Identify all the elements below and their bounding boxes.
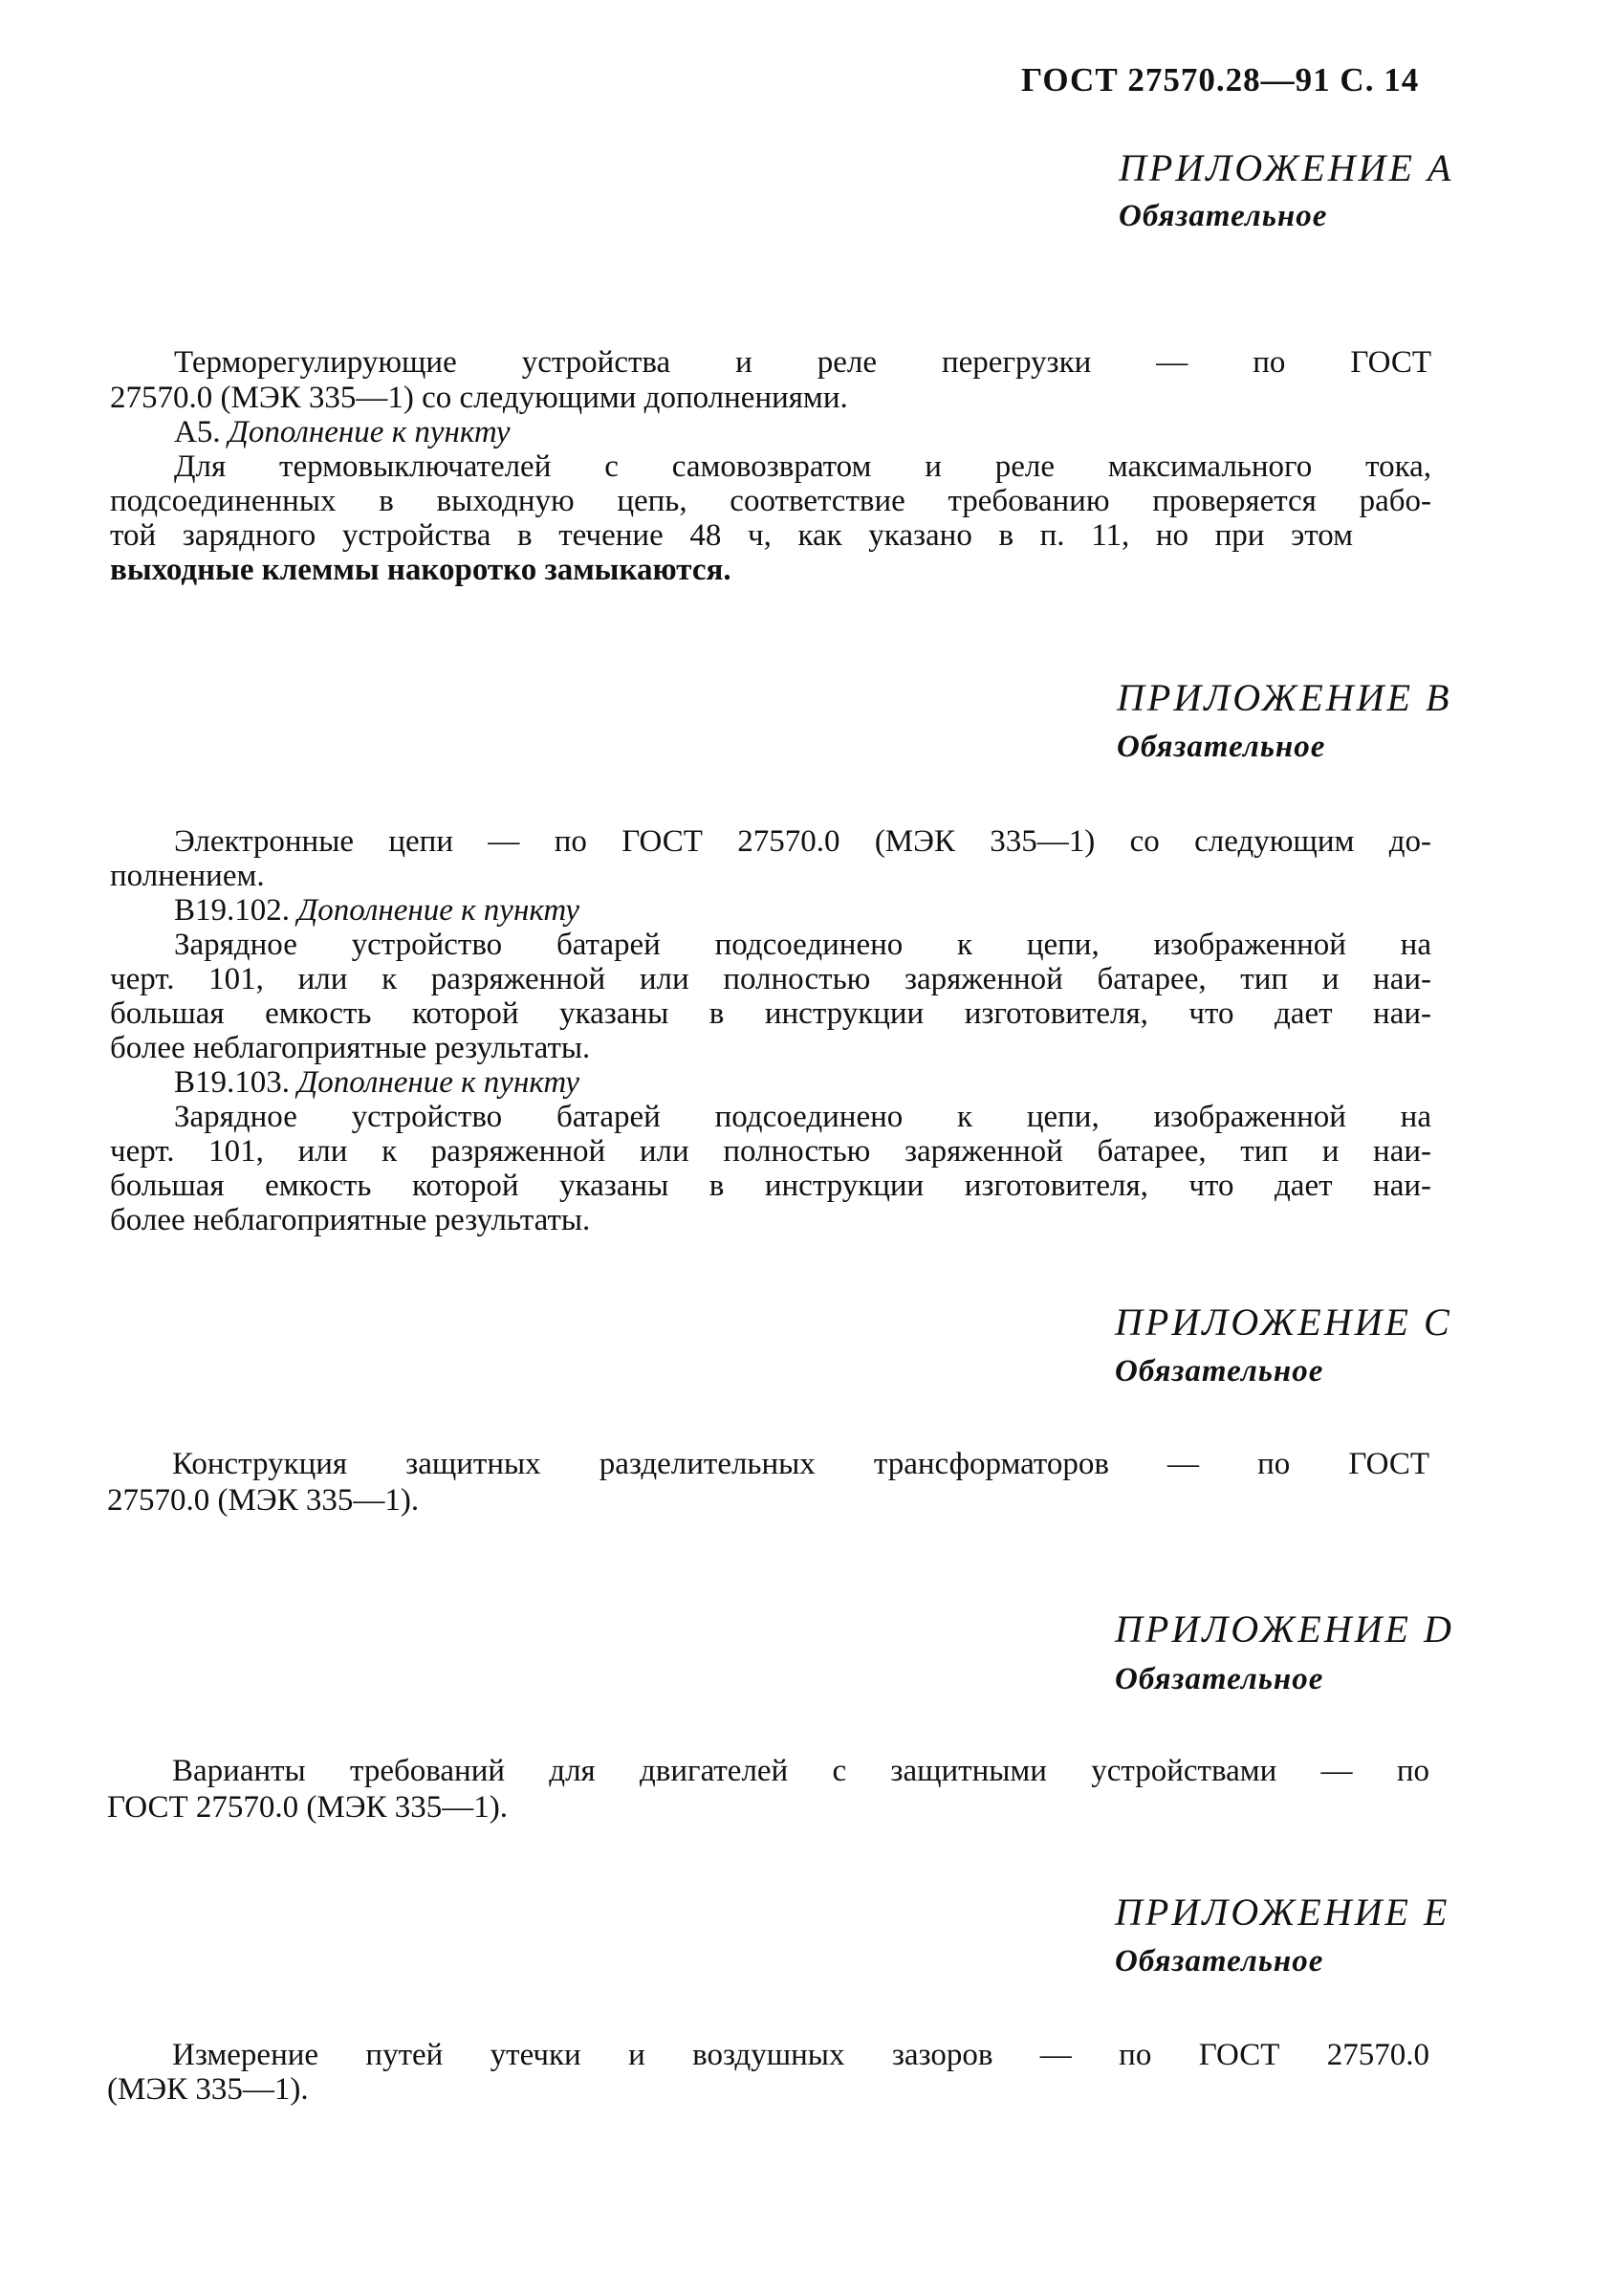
appendix-b-text-line: большая емкость которой указаны в инструкции изготовителя, что дает наи-: [110, 996, 1431, 1031]
appendix-a-text-line: 27570.0 (МЭК 335—1) со следующими дополнениями.: [110, 381, 848, 415]
appendix-a-text-line: Для термовыключателей с самовозвратом и реле максимального тока,: [174, 449, 1431, 484]
appendix-b-subtitle: Обязательное: [1117, 730, 1326, 764]
appendix-e-text-line: (МЭК 335—1).: [107, 2072, 309, 2107]
appendix-a-item-heading: [174, 415, 511, 449]
appendix-c-text-line: Конструкция защитных разделительных трансформаторов — по ГОСТ: [172, 1447, 1429, 1481]
appendix-b-text-line: черт. 101, или к разряженной или полностью заряженной батарее, тип и наи-: [110, 962, 1431, 996]
appendix-b-item-heading: [174, 1065, 579, 1100]
appendix-a-subtitle: Обязательное: [1119, 199, 1328, 233]
appendix-b-text-line: Электронные цепи — по ГОСТ 27570.0 (МЭК 335—1) со следующим до-: [174, 824, 1431, 859]
item-heading-text: Дополнение к пункту: [297, 1065, 579, 1100]
appendix-e-subtitle: Обязательное: [1115, 1944, 1324, 1979]
appendix-b-text-line: более неблагоприятные результаты.: [110, 1203, 591, 1237]
appendix-a-text-line: выходные клеммы накоротко замыкаются.: [110, 553, 731, 587]
appendix-b-text-line: полнением.: [110, 859, 265, 893]
appendix-c-subtitle: Обязательное: [1115, 1354, 1324, 1389]
appendix-d-subtitle: Обязательное: [1115, 1662, 1324, 1696]
item-number: А5.: [174, 415, 221, 449]
appendix-b-text-line: Зарядное устройство батарей подсоединено к цепи, изображенной на: [174, 1100, 1431, 1134]
appendix-a-text-line: Терморегулирующие устройства и реле перегрузки — по ГОСТ: [174, 345, 1431, 380]
appendix-a-title: ПРИЛОЖЕНИЕ А: [1119, 146, 1454, 189]
appendix-d-text-line: Варианты требований для двигателей с защитными устройствами — по: [172, 1754, 1429, 1788]
appendix-b-text-line: более неблагоприятные результаты.: [110, 1031, 591, 1065]
appendix-b-item-heading: [174, 893, 579, 928]
item-number: В19.102.: [174, 893, 291, 928]
appendix-d-title: ПРИЛОЖЕНИЕ D: [1115, 1607, 1454, 1651]
appendix-b-text-line: большая емкость которой указаны в инструкции изготовителя, что дает наи-: [110, 1169, 1431, 1203]
appendix-e-title: ПРИЛОЖЕНИЕ Е: [1115, 1891, 1450, 1934]
item-heading-text: Дополнение к пункту: [297, 893, 579, 928]
item-number: В19.103.: [174, 1065, 291, 1100]
appendix-c-title: ПРИЛОЖЕНИЕ С: [1115, 1301, 1452, 1344]
appendix-b-title: ПРИЛОЖЕНИЕ В: [1117, 676, 1452, 719]
appendix-e-text-line: Измерение путей утечки и воздушных зазоров — по ГОСТ 27570.0: [172, 2038, 1429, 2072]
appendix-b-text-line: Зарядное устройство батарей подсоединено к цепи, изображенной на: [174, 928, 1431, 962]
appendix-d-text-line: ГОСТ 27570.0 (МЭК 335—1).: [107, 1790, 509, 1825]
appendix-b-text-line: черт. 101, или к разряженной или полностью заряженной батарее, тип и наи-: [110, 1134, 1431, 1169]
page-header: ГОСТ 27570.28—91 С. 14: [1021, 61, 1420, 98]
item-heading-text: Дополнение к пункту: [228, 415, 511, 449]
appendix-a-text-line: той зарядного устройства в течение 48 ч, как указано в п. 11, но при этом: [110, 518, 1353, 553]
appendix-c-text-line: 27570.0 (МЭК 335—1).: [107, 1483, 420, 1518]
appendix-a-text-line: подсоединенных в выходную цепь, соответствие требованию проверяется рабо-: [110, 484, 1431, 518]
